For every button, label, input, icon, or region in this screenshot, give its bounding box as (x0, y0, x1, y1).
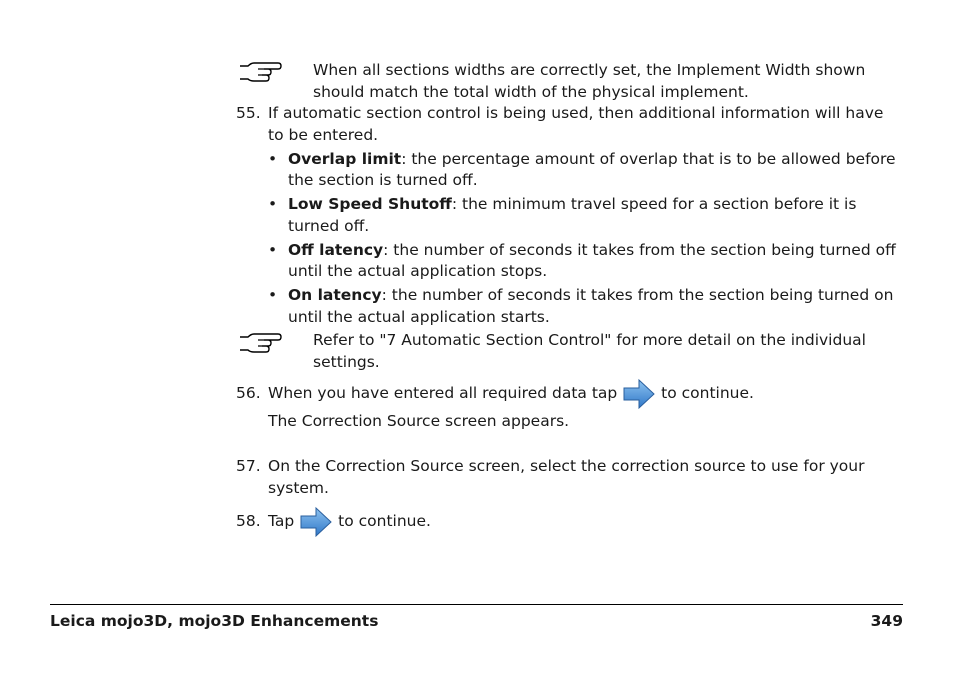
step-text-line: If automatic section control is being used, then additional information will have (268, 104, 884, 122)
term: Overlap limit (288, 150, 402, 168)
step-number: 56. (236, 384, 261, 402)
note-text-line: When all sections widths are correctly set, the Implement Width shown (313, 61, 866, 79)
step-text: Tap (268, 512, 295, 530)
step-text-line (268, 377, 754, 409)
list-item-continuation: the section is turned off. (288, 171, 478, 189)
description: : the percentage amount of overlap that is to be allowed before (401, 150, 896, 168)
note-text-line: settings. (313, 353, 380, 371)
pointing-hand-icon (238, 331, 282, 355)
step-text-line: to be entered. (268, 126, 379, 144)
list-item-continuation: until the actual application starts. (288, 308, 550, 326)
list-item (288, 284, 893, 306)
step-text-line: system. (268, 479, 329, 497)
step-text: When you have entered all required data tap (268, 384, 618, 402)
next-arrow-icon[interactable] (622, 378, 656, 410)
note-text-line: Refer to "7 Automatic Section Control" for more detail on the individual (313, 331, 866, 349)
list-item (288, 193, 856, 215)
pointing-hand-icon (238, 60, 282, 84)
term: On latency (288, 286, 382, 304)
next-arrow-icon[interactable] (299, 506, 333, 538)
step-text-line: On the Correction Source screen, select the correction source to use for your (268, 457, 865, 475)
list-item-continuation: turned off. (288, 217, 370, 235)
term: Off latency (288, 241, 384, 259)
footer-divider (50, 604, 903, 605)
term: Low Speed Shutoff (288, 195, 452, 213)
page-number: 349 (870, 612, 903, 630)
bullet: • (268, 195, 278, 213)
step-text: to continue. (338, 512, 431, 530)
step-text-line (268, 505, 431, 537)
footer-title: Leica mojo3D, mojo3D Enhancements (50, 612, 379, 630)
list-item (288, 148, 896, 170)
description: : the number of seconds it takes from the section being turned off (383, 241, 896, 259)
step-text: to continue. (661, 384, 754, 402)
bullet: • (268, 150, 278, 168)
description: : the minimum travel speed for a section before it is (451, 195, 857, 213)
bullet: • (268, 241, 278, 259)
step-number: 58. (236, 512, 261, 530)
step-number: 57. (236, 457, 261, 475)
description: : the number of seconds it takes from the section being turned on (381, 286, 894, 304)
note-text-line: should match the total width of the physical implement. (313, 83, 749, 101)
step-number: 55. (236, 104, 261, 122)
bullet: • (268, 286, 278, 304)
list-item (288, 239, 896, 261)
list-item-continuation: until the actual application stops. (288, 262, 548, 280)
result-text: The Correction Source screen appears. (268, 412, 570, 430)
